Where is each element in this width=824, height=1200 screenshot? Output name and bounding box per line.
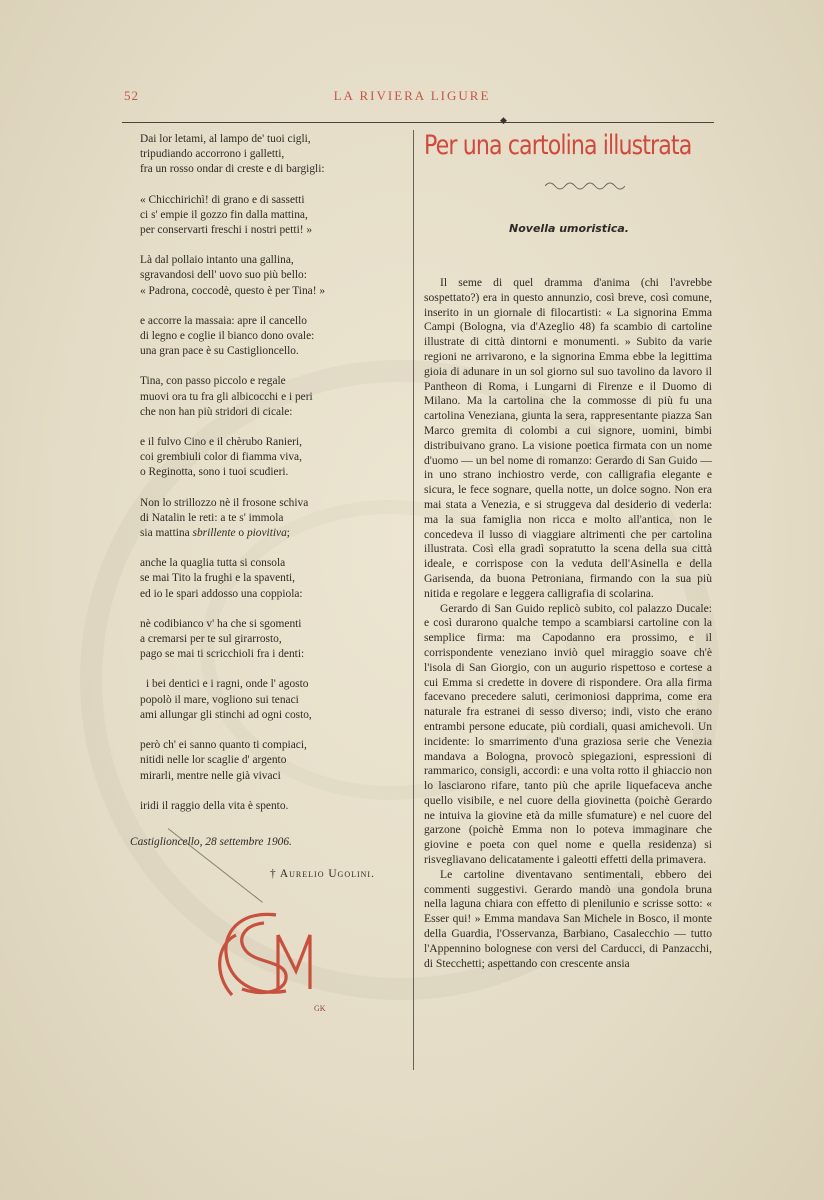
story-paragraph: Gerardo di San Guido replicò subito, col palazzo Ducale: e così durarono qualche tempo a scambiarsi cartoline con la semplice firma: ma Capodanno era prossimo, e il corrispondente veneziano inviò quel miraggio soave ch'è l'isola di San Giorgio, con un augurio rispettoso e cortese a cui Emma si credette in dovere di rispondere. Ora alla firma facevano precedere saluti, cerimoniosi dapprima, come era naturale fra estranei di sesso diverso; indi, visto che erano entrambi persone educate, più cordiali, quasi amichevoli. Un incidente: lo smarrimento d'una graziosa serie che Venezia mandava a Bologna, provocò spiegazioni, espressioni di rammarico, consigli, accordi: e una volta rotto il ghiaccio non lo lasciarono rifare, tanto più che aprile liquefaceva anche quello visibile, e nel cuore della giovinetta (poichè Gerardo ne intuiva la giovine età da mille sfumature) e nel cuore del garzone (poichè Emma non lo poteva immaginare che giovine e poeta con quel nome e quella residenza) si risvegliavano delicatamente i galeotti effetti della primavera. <box>424 601 712 867</box>
poem-line: Là dal pollaio intanto una gallina, <box>140 254 294 267</box>
poem-stanza <box>140 738 408 784</box>
poem-line: fra un rosso ondar di creste e di bargigli: <box>140 163 325 176</box>
poem-line: a cremarsi per te sul girarrosto, <box>140 633 282 646</box>
story-paragraph: Il seme di quel dramma d'anima (chi l'avrebbe sospettato?) era in questo annunzio, così breve, così comune, inserito in un giornale di filocartisti: « La signorina Emma Campi (Bologna, via d'Azeglio 48) fa scambio di cartoline illustrate di città dintorni e monumenti. » Subito da varie regioni ne arrivarono, e la signorina Emma ebbe la legittima gioia di adunare in un sol giorno sul suo tavolino da lavoro il Pantheon di Roma, i Lungarni di Firenze e il Duomo di Milano. Ma la cartolina che la commosse di più fu una cartolina Veneziana, giunta la sera, rappresentante piazza San Marco gremita di colombi a cui signore, uomini, bimbi distribuivano grano. La visione poetica firmata con un nome d'uomo — un bel nome di romanzo: Gerardo di San Guido — in uno strano inchiostro verde, con calligrafia elegante e sicura, le fece sognare, quella notte, un dolce sogno. Non era mai stata a Venezia, e si struggeva dal desiderio di vederla: ma la sua famiglia non ricca e molto all'antica, non le concedeva il lusso di viaggiare altrimenti che per cartolina illustrata. Così ella gradì sopratutto la scena della sua città ideale, e corrispose con la veduta dell'Asinella e della Garisenda, da buona Petroniana, firmando con la sua più nitida e regolare e leggera calligrafia di scolarina. <box>424 276 712 600</box>
poem-line: di legno e coglie il bianco dono ovale: <box>140 330 315 343</box>
poem-line: iridi il raggio della vita è spento. <box>140 799 289 812</box>
title-squiggle-ornament <box>545 180 625 192</box>
poem-stanza <box>140 799 408 814</box>
poem-line: sgravandosi dell' uovo suo più bello: <box>140 269 307 282</box>
poem-stanza <box>140 132 408 178</box>
poem-line: nè codibianco v' ha che si sgomenti <box>140 617 302 630</box>
poem-line: ci s' empie il gozzo fin dalla mattina, <box>140 208 308 221</box>
poem-line: Dai lor letami, al lampo de' tuoi cigli, <box>140 133 311 145</box>
poem-line: ed io le spari addosso una coppiola: <box>140 587 303 600</box>
poem-line: ami allungar gli stinchi ad ogni costo, <box>140 708 312 721</box>
poem-line: e accorre la massaia: apre il cancello <box>140 314 307 327</box>
poem-line: Non lo strillozzo nè il frosone schiva <box>140 496 309 509</box>
poem-line: anche la quaglia tutta si consola <box>140 557 286 570</box>
story-paragraph: Le cartoline diventavano sentimentali, ebbero dei commenti suggestivi. Gerardo mandò una gondola bruna nella laguna chiara con effetto di plenilunio e scrisse sotto: « Esser qui! » Emma mandava San Michele in Bosco, il monte della Guardia, l'Osservanza, Barbiano, Casalecchio — tutto l'Appennino bolognese con versi del Carducci, di Panzacchi, di Stecchetti; aspettando con crescente ansia <box>424 867 712 970</box>
poem-line: che non han più stridori di cicale: <box>140 405 293 418</box>
story-body <box>424 276 712 971</box>
poem-line: Tina, con passo piccolo e regale <box>140 375 286 388</box>
poem-stanza <box>140 617 408 663</box>
running-title: LA RIVIERA LIGURE <box>333 88 491 103</box>
monogram-logo <box>206 905 336 1017</box>
page-number: 52 <box>124 88 139 103</box>
poem-stanza <box>140 193 408 239</box>
poem-signature: † Aurelio Ugolini. <box>270 868 375 880</box>
poem-line: coi grembiuli color di fiamma viva, <box>140 451 302 464</box>
poem-line: sia mattina sbrillente o piovitiva; <box>140 527 290 540</box>
poem-stanza <box>140 496 408 542</box>
poem-date-line: Castiglioncello, 28 settembre 1906. <box>130 836 292 848</box>
poem-line: « Chicchirichì! di grano e di sassetti <box>140 193 305 206</box>
poem-stanza <box>140 253 408 299</box>
poem-line: mirarli, mentre nelle già vivaci <box>140 769 281 782</box>
poem <box>140 132 408 829</box>
header-ornament: ◆ <box>500 116 507 126</box>
story-subtitle: Novella umoristica. <box>509 222 629 235</box>
poem-line: popolò il mare, vogliono sui tenaci <box>140 693 299 706</box>
poem-line: pago se mai ti scricchioli fra i denti: <box>140 648 305 661</box>
poem-line: i bei dentici e i ragni, onde l' agosto <box>146 678 309 691</box>
poem-line: però ch' ei sanno quanto ti compiaci, <box>140 739 307 752</box>
monogram-initials: GK <box>314 1004 326 1013</box>
poem-stanza <box>140 556 408 602</box>
poem-line: tripudiando accorrono i galletti, <box>140 148 285 161</box>
poem-stanza <box>140 677 408 723</box>
poem-line: di Natalin le reti: a te s' immola <box>140 511 284 524</box>
poem-line: per conservarti freschi i nostri petti! » <box>140 224 313 237</box>
poem-stanza <box>140 314 408 360</box>
poem-line: « Padrona, coccodè, questo è per Tina! » <box>140 284 326 297</box>
story-title: Per una cartolina illustrata <box>424 130 692 161</box>
poem-stanza <box>140 374 408 420</box>
poem-line: una gran pace è su Castiglioncello. <box>140 345 299 358</box>
poem-line: o Reginotta, sono i tuoi scudieri. <box>140 466 289 479</box>
column-divider <box>413 130 414 1070</box>
poem-line: e il fulvo Cino e il chèrubo Ranieri, <box>140 436 302 449</box>
page-header <box>0 88 824 108</box>
header-rule <box>122 122 714 123</box>
poem-line: se mai Tito la frughi e la spaventi, <box>140 572 296 585</box>
poem-line: muovi ora tu fra gli albicocchi e i peri <box>140 390 313 403</box>
poem-line: nitidi nelle lor scaglie d' argento <box>140 754 287 767</box>
poem-stanza <box>140 435 408 481</box>
